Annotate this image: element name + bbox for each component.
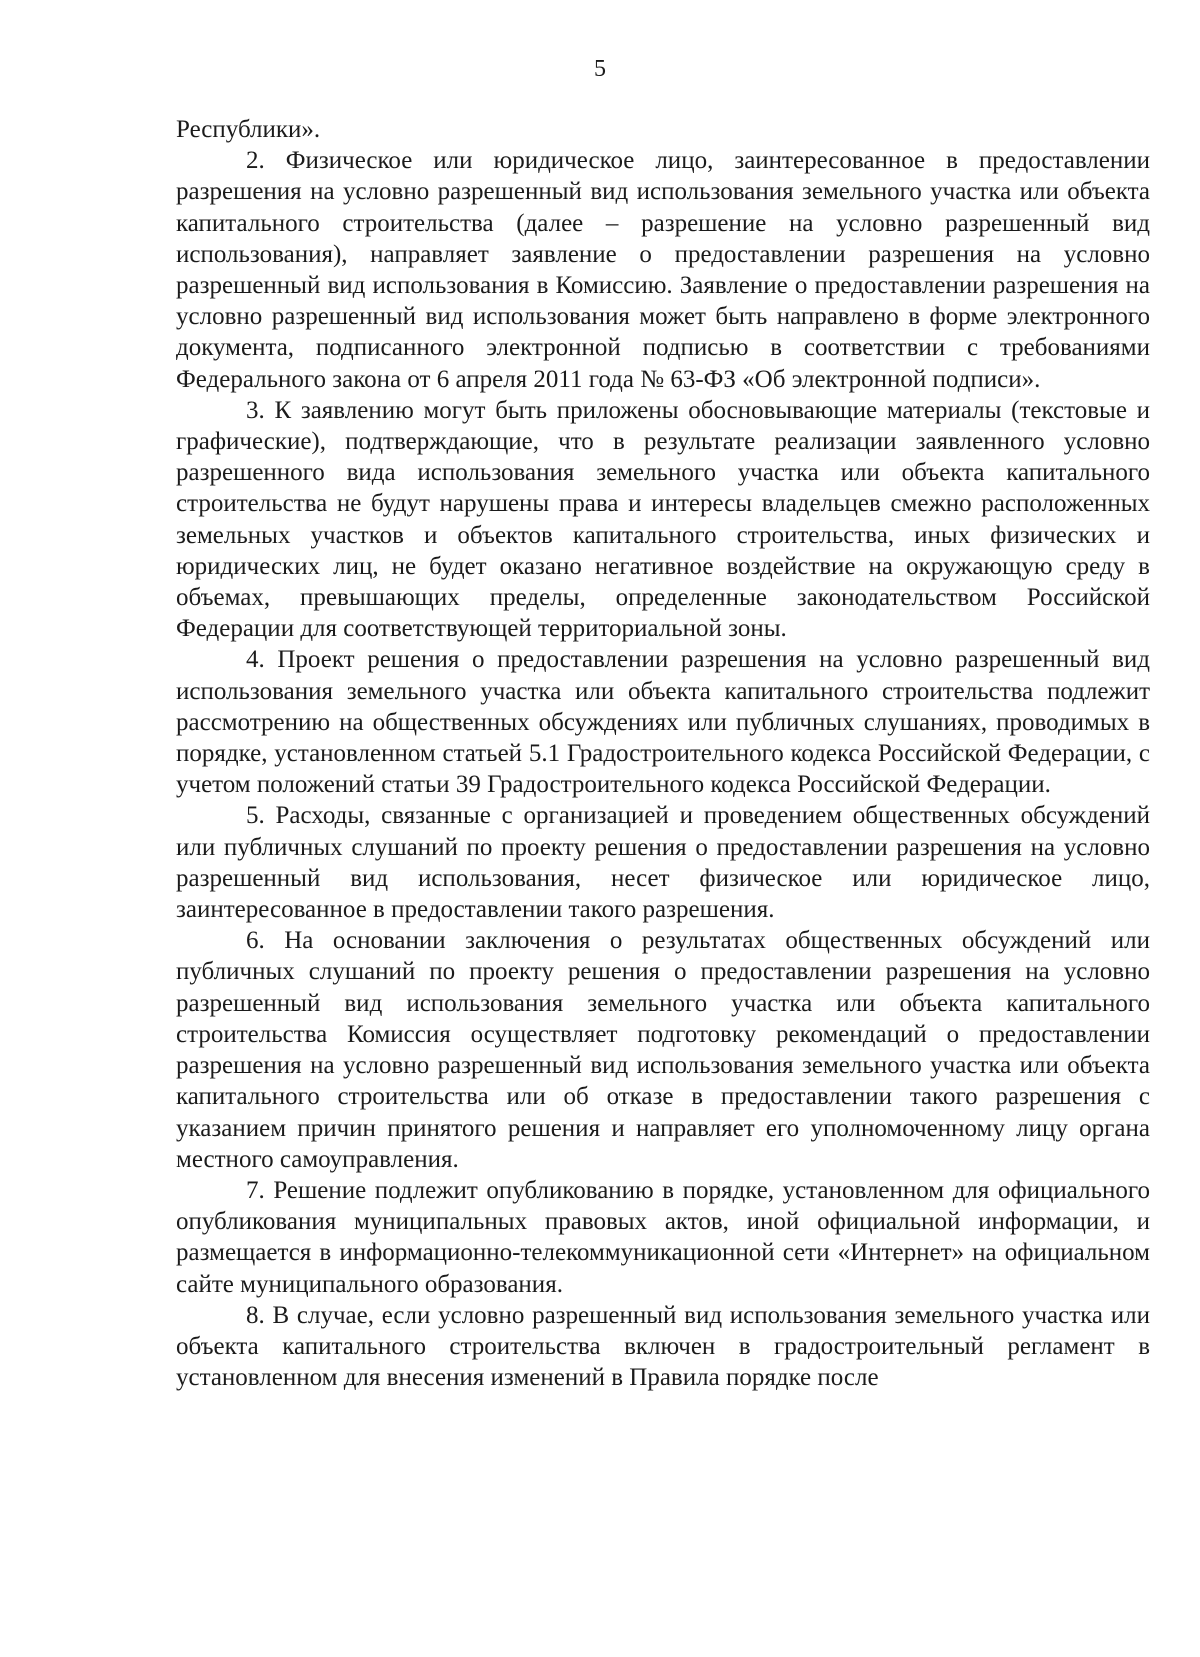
paragraph-continuation: Республики».: [176, 116, 321, 143]
paragraph-8: 8. В случае, если условно разрешенный вид использования земельного участка или объекта капитального строительства включен в градостроительный регламент в установленном для внесения изменений в Правила порядке после: [176, 1301, 1150, 1392]
paragraph-7: 7. Решение подлежит опубликованию в порядке, установленном для официального опубликования муниципальных правовых актов, иной официальной информации, и размещается в информационно-телекоммуникационной сети «Интернет» на официальном сайте муниципального образования.: [176, 1176, 1150, 1298]
paragraph-3: 3. К заявлению могут быть приложены обосновывающие материалы (текстовые и графические), подтверждающие, что в результате реализации заявленного условно разрешенного вида использования земельного участка или объекта капитального строительства не будут нарушены права и интересы владельцев смежно расположенных земельных участков и объектов капитального строительства, иных физических и юридических лиц, не будет оказано негативное воздействие на окружающую среду в объемах, превышающих пределы, определенные законодательством Российской Федерации для соответствующей территориальной зоны.: [176, 396, 1150, 643]
paragraph-5: 5. Расходы, связанные с организацией и проведением общественных обсуждений или публичных слушаний по проекту решения о предоставлении разрешения на условно разрешенный вид использования, несет физическое или юридическое лицо, заинтересованное в предоставлении такого разрешения.: [176, 802, 1150, 924]
paragraph-6: 6. На основании заключения о результатах общественных обсуждений или публичных слушаний по проекту решения о предоставлении разрешения на условно разрешенный вид использования земельного участка или объекта капитального строительства Комиссия осуществляет подготовку рекомендаций о предоставлении разрешения на условно разрешенный вид использования земельного участка или объекта капитального строительства или об отказе в предоставлении такого разрешения с указанием причин принятого решения и направляет его уполномоченному лицу органа местного самоуправления.: [176, 927, 1150, 1173]
page-number: 5: [594, 56, 606, 82]
paragraph-2: 2. Физическое или юридическое лицо, заинтересованное в предоставлении разрешения на условно разрешенный вид использования земельного участка или объекта капитального строительства (далее – разрешение на условно разрешенный вид использования), направляет заявление о предоставлении разрешения на условно разрешенный вид использования в Комиссию. Заявление о предоставлении разрешения на условно разрешенный вид использования может быть направлено в форме электронного документа, подписанного электронной подписью в соответствии с требованиями Федерального закона от 6 апреля 2011 года № 63-ФЗ «Об электронной подписи».: [176, 147, 1150, 393]
document-body: [176, 114, 1150, 1393]
paragraph-4: 4. Проект решения о предоставлении разрешения на условно разрешенный вид использования земельного участка или объекта капитального строительства подлежит рассмотрению на общественных обсуждениях или публичных слушаниях, проводимых в порядке, установленном статьей 5.1 Градостроительного кодекса Российской Федерации, с учетом положений статьи 39 Градостроительного кодекса Российской Федерации.: [176, 646, 1150, 799]
